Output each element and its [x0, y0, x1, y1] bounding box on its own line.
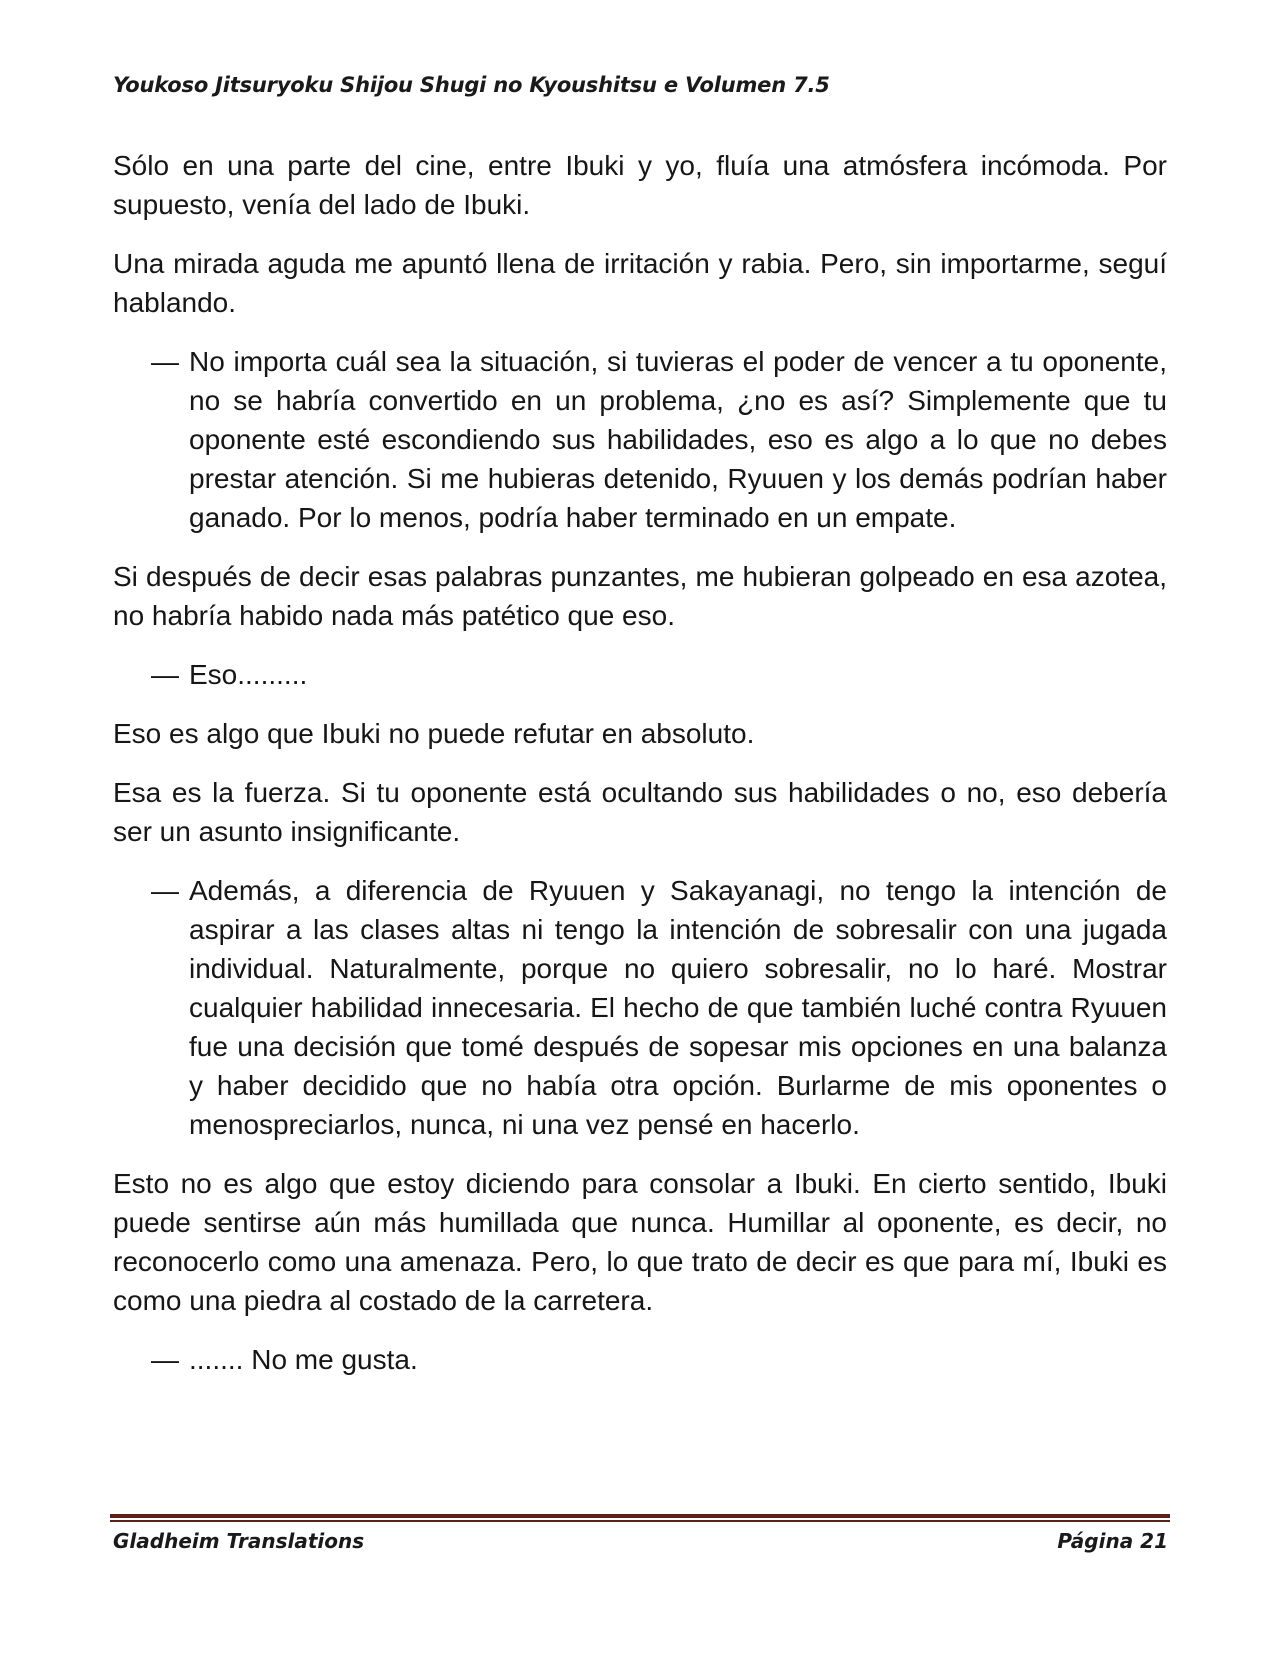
dialogue-3-text: Además, a diferencia de Ryuuen y Sakayanagi, no tengo la intención de aspirar a las clases altas ni tengo la intención de sobresalir con una jugada individual. Naturalmente, porque no quiero sobresalir, no lo haré. Mostrar cualquier habilidad innecesaria. El hecho de que también luché contra Ryuuen fue una decisión que tomé después de sopesar mis opciones en una balanza y haber decidido que no había otra opción. Burlarme de mis oponentes o menospreciarlos, nunca, ni una vez pensé en hacerlo. — [189, 875, 1167, 1140]
footer-divider — [110, 1514, 1170, 1524]
dialogue-4-text: ....... No me gusta. — [189, 1344, 418, 1375]
paragraph-1: Sólo en una parte del cine, entre Ibuki y yo, fluía una atmósfera incómoda. Por supuesto, venía del lado de Ibuki. — [113, 150, 1167, 220]
paragraph-3: Si después de decir esas palabras punzantes, me hubieran golpeado en esa azotea, no habría habido nada más patético que eso. — [113, 561, 1167, 631]
dialogue-4 — [113, 1340, 1167, 1379]
paragraph-5: Esa es la fuerza. Si tu oponente está ocultando sus habilidades o no, eso debería ser un asunto insignificante. — [113, 777, 1167, 847]
footer-divider-thin — [110, 1520, 1170, 1522]
dialogue-3 — [113, 871, 1167, 1144]
dialogue-2 — [113, 655, 1167, 694]
dialogue-dash: — — [151, 875, 179, 906]
dialogue-1 — [113, 342, 1167, 537]
footer-divider-thick — [110, 1514, 1170, 1518]
paragraph-2: Una mirada aguda me apuntó llena de irritación y rabia. Pero, sin importarme, seguí hablando. — [113, 248, 1167, 318]
dialogue-dash: — — [151, 346, 179, 377]
page-header-title: Youkoso Jitsuryoku Shijou Shugi no Kyoushitsu e Volumen 7.5 — [113, 73, 830, 97]
dialogue-1-text: No importa cuál sea la situación, si tuvieras el poder de vencer a tu oponente, no se habría convertido en un problema, ¿no es así? Simplemente que tu oponente esté escondiendo sus habilidades, eso es algo a lo que no debes prestar atención. Si me hubieras detenido, Ryuuen y los demás podrían haber ganado. Por lo menos, podría haber terminado en un empate. — [189, 346, 1167, 533]
footer-translator-credit: Gladheim Translations — [113, 1529, 365, 1553]
dialogue-2-text: Eso......... — [189, 659, 308, 690]
paragraph-4: Eso es algo que Ibuki no puede refutar en absoluto. — [113, 718, 755, 749]
dialogue-dash: — — [151, 1344, 179, 1375]
paragraph-6: Esto no es algo que estoy diciendo para consolar a Ibuki. En cierto sentido, Ibuki puede sentirse aún más humillada que nunca. Humillar al oponente, es decir, no reconocerlo como una amenaza. Pero, lo que trato de decir es que para mí, Ibuki es como una piedra al costado de la carretera. — [113, 1168, 1167, 1316]
dialogue-dash: — — [151, 659, 179, 690]
page-body — [113, 146, 1167, 1399]
footer-page-number: Página 21 — [1057, 1529, 1168, 1553]
